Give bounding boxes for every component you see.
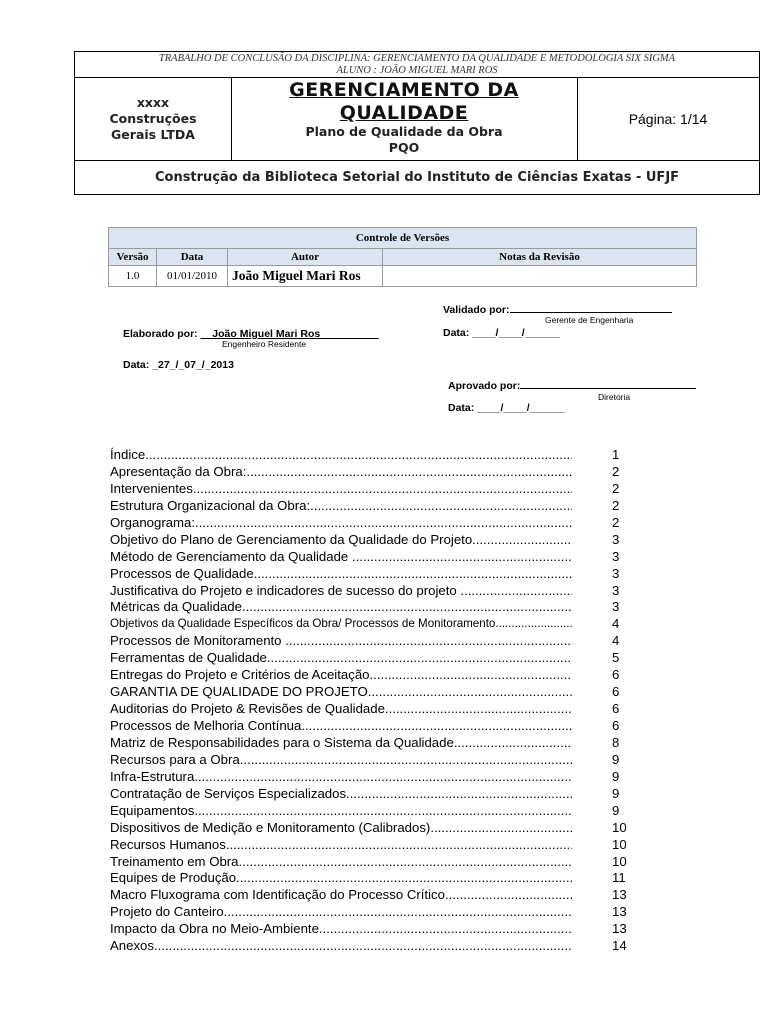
toc-entry-page: 8 — [612, 734, 620, 750]
elaborated-date: Data: _27_/_07_/_2013 — [123, 359, 234, 371]
toc-entry-title: Objetivos da Qualidade Específicos da Obra/ Processos de Monitoramento ..... — [110, 615, 572, 632]
company-line: xxxx — [136, 95, 170, 110]
table-of-contents — [110, 446, 650, 954]
toc-entry-title: Organograma: ..... — [110, 514, 572, 531]
toc-entry-page: 10 — [612, 819, 627, 835]
toc-entry-title: Entregas do Projeto e Critérios de Aceitação ..... — [110, 666, 572, 683]
toc-entry-page: 6 — [612, 718, 620, 733]
toc-entry-page: 9 — [612, 768, 620, 784]
toc-entry[interactable] — [110, 802, 650, 819]
version-control-table — [108, 227, 697, 287]
toc-entry-title: Anexos ..... — [110, 937, 572, 954]
validated-role: Gerente de Engenharia — [545, 315, 634, 325]
toc-entry-page: 6 — [612, 701, 620, 717]
toc-entry-page: 14 — [612, 938, 627, 954]
toc-entry-title: Estrutura Organizacional da Obra: ..... — [110, 497, 572, 514]
toc-entry-page: 6 — [612, 667, 620, 683]
toc-entry-page: 3 — [612, 599, 620, 615]
toc-entry[interactable] — [110, 751, 650, 768]
toc-entry-title: Método de Gerenciamento da Qualidade ..... — [110, 548, 572, 565]
column-header: Versão — [109, 249, 157, 266]
author-cell: João Miguel Mari Ros — [228, 266, 383, 287]
course-title: TRABALHO DE CONCLUSÃO DA DISCIPLINA: GERENCIAMENTO DA QUALIDADE E METODOLOGIA SIX SIGMA — [158, 53, 676, 64]
toc-entry[interactable] — [110, 869, 650, 886]
toc-entry[interactable] — [110, 649, 650, 666]
toc-entry-title: Objetivo do Plano de Gerenciamento da Qualidade do Projeto.. ..... — [110, 531, 572, 548]
toc-entry-page: 6 — [612, 684, 620, 700]
toc-entry[interactable] — [110, 497, 650, 514]
toc-entry-title: GARANTIA DE QUALIDADE DO PROJETO ..... — [110, 683, 572, 700]
date-cell: 01/01/2010 — [157, 266, 228, 287]
document-title: GERENCIAMENTO DA — [289, 79, 519, 101]
toc-entry-title: Macro Fluxograma com Identificação do Processo Crítico ..... — [110, 886, 572, 903]
toc-entry[interactable] — [110, 903, 650, 920]
toc-entry-page: 9 — [612, 802, 620, 818]
toc-entry[interactable] — [110, 615, 650, 632]
toc-entry[interactable] — [110, 785, 650, 802]
toc-entry[interactable] — [110, 836, 650, 853]
validated-label: Validado por: — [443, 304, 510, 316]
toc-entry-page: 3 — [612, 531, 620, 547]
toc-entry-page: 2 — [612, 497, 620, 513]
toc-entry-page: 9 — [612, 751, 620, 767]
column-header: Autor — [228, 249, 383, 266]
toc-entry-title: Matriz de Responsabilidades para o Sistema da Qualidade ..... — [110, 734, 572, 751]
toc-entry-title: Recursos Humanos ..... — [110, 836, 572, 853]
toc-entry-page: 3 — [612, 582, 620, 598]
toc-entry[interactable] — [110, 886, 650, 903]
toc-entry-page: 13 — [612, 904, 627, 920]
toc-entry[interactable] — [110, 937, 650, 954]
document-title: QUALIDADE — [339, 102, 469, 124]
toc-entry-title: Processos de Qualidade ..... — [110, 565, 572, 582]
course-info — [75, 52, 759, 78]
toc-entry[interactable] — [110, 582, 650, 599]
toc-entry-page: 3 — [612, 548, 620, 564]
toc-entry[interactable] — [110, 463, 650, 480]
toc-entry-page: 4 — [612, 616, 620, 632]
toc-entry[interactable] — [110, 853, 650, 870]
company-name — [75, 78, 232, 160]
toc-entry-page: 10 — [612, 853, 627, 869]
toc-entry-page: 1 — [612, 447, 620, 462]
toc-entry-title: Dispositivos de Medição e Monitoramento (Calibrados) ..... — [110, 819, 572, 836]
approved-role: Diretoria — [598, 392, 631, 402]
toc-entry[interactable] — [110, 548, 650, 565]
toc-entry-title: Intervenientes ..... — [110, 480, 572, 497]
toc-entry[interactable] — [110, 683, 650, 700]
document-title-cell — [231, 78, 578, 160]
toc-entry-title: Contratação de Serviços Especializados ..... — [110, 785, 572, 802]
project-name: Construção da Biblioteca Setorial do Instituto de Ciências Exatas - UFJF — [154, 169, 680, 185]
toc-entry-title: Auditorias do Projeto & Revisões de Qualidade ..... — [110, 700, 572, 717]
toc-entry[interactable] — [110, 565, 650, 582]
toc-entry[interactable] — [110, 768, 650, 785]
toc-entry-title: Ferramentas de Qualidade ..... — [110, 649, 572, 666]
toc-entry-page: 9 — [612, 785, 620, 801]
document-header — [74, 51, 760, 195]
toc-entry[interactable] — [110, 531, 650, 548]
column-header: Notas da Revisão — [383, 249, 697, 266]
toc-entry-page: 13 — [612, 887, 627, 903]
elaborated-role: Engenheiro Residente — [222, 339, 307, 349]
toc-entry-title: Equipamentos ..... — [110, 802, 572, 819]
document-subtitle: PQO — [388, 140, 420, 155]
toc-entry[interactable] — [110, 480, 650, 497]
table-row — [109, 266, 697, 287]
toc-entry[interactable] — [110, 717, 650, 734]
toc-entry-title: Apresentação da Obra: ..... — [110, 463, 572, 480]
toc-entry[interactable] — [110, 700, 650, 717]
student-name: ALUNO : JOÃO MIGUEL MARI ROS — [336, 64, 498, 76]
elaborated-label: Elaborado por: — [123, 328, 198, 340]
toc-entry-title: Equipes de Produção ..... — [110, 869, 572, 886]
toc-entry-title: Processos de Monitoramento ..... — [110, 632, 572, 649]
signature-line — [520, 388, 696, 389]
toc-entry-page: 10 — [612, 836, 627, 852]
toc-entry-title: Impacto da Obra no Meio-Ambiente ..... — [110, 920, 572, 937]
elaborated-name: __João Miguel Mari Ros__________ — [200, 328, 379, 340]
toc-entry-title: Justificativa do Projeto e indicadores de sucesso do projeto ..... — [110, 582, 572, 599]
toc-entry-title: Processos de Melhoria Contínua ..... — [110, 717, 572, 734]
company-line: Gerais LTDA — [111, 127, 195, 142]
column-header: Data — [157, 249, 228, 266]
version-cell: 1.0 — [109, 266, 157, 287]
approved-label: Aprovado por: — [448, 380, 521, 392]
toc-entry[interactable] — [110, 734, 650, 751]
approved-by — [448, 380, 696, 392]
toc-entry-page: 11 — [612, 870, 626, 886]
toc-entry-page: 4 — [612, 633, 620, 649]
toc-entry[interactable] — [110, 819, 650, 836]
toc-entry[interactable] — [110, 446, 650, 463]
toc-entry-title: Índice ..... — [110, 446, 572, 463]
toc-entry-title: Recursos para a Obra ..... — [110, 751, 572, 768]
document-subtitle: Plano de Qualidade da Obra — [305, 124, 503, 139]
toc-entry[interactable] — [110, 666, 650, 683]
signature-line — [510, 312, 672, 313]
version-table-caption: Controle de Versões — [109, 228, 697, 249]
toc-entry-page: 2 — [612, 463, 620, 479]
toc-entry-page: 2 — [612, 514, 620, 530]
toc-entry-page: 13 — [612, 921, 627, 937]
notes-cell — [383, 266, 697, 287]
toc-entry-page: 2 — [612, 480, 620, 496]
toc-entry-page: 5 — [612, 650, 620, 666]
validated-date: Data: ____/____/______ — [443, 327, 560, 339]
toc-entry[interactable] — [110, 514, 650, 531]
company-line: Construções — [109, 111, 197, 126]
toc-entry[interactable] — [110, 598, 650, 615]
page-number: Página: 1/14 — [628, 111, 708, 127]
toc-entry-title: Métricas da Qualidade ..... — [110, 598, 572, 615]
toc-entry-page: 3 — [612, 565, 620, 581]
approved-date: Data: ____/____/______ — [448, 402, 565, 414]
toc-entry-title: Infra-Estrutura ..... — [110, 768, 572, 785]
toc-entry-title: Treinamento em Obra ..... — [110, 853, 572, 870]
toc-entry-title: Projeto do Canteiro ..... — [110, 903, 572, 920]
toc-entry[interactable] — [110, 632, 650, 649]
toc-entry[interactable] — [110, 920, 650, 937]
